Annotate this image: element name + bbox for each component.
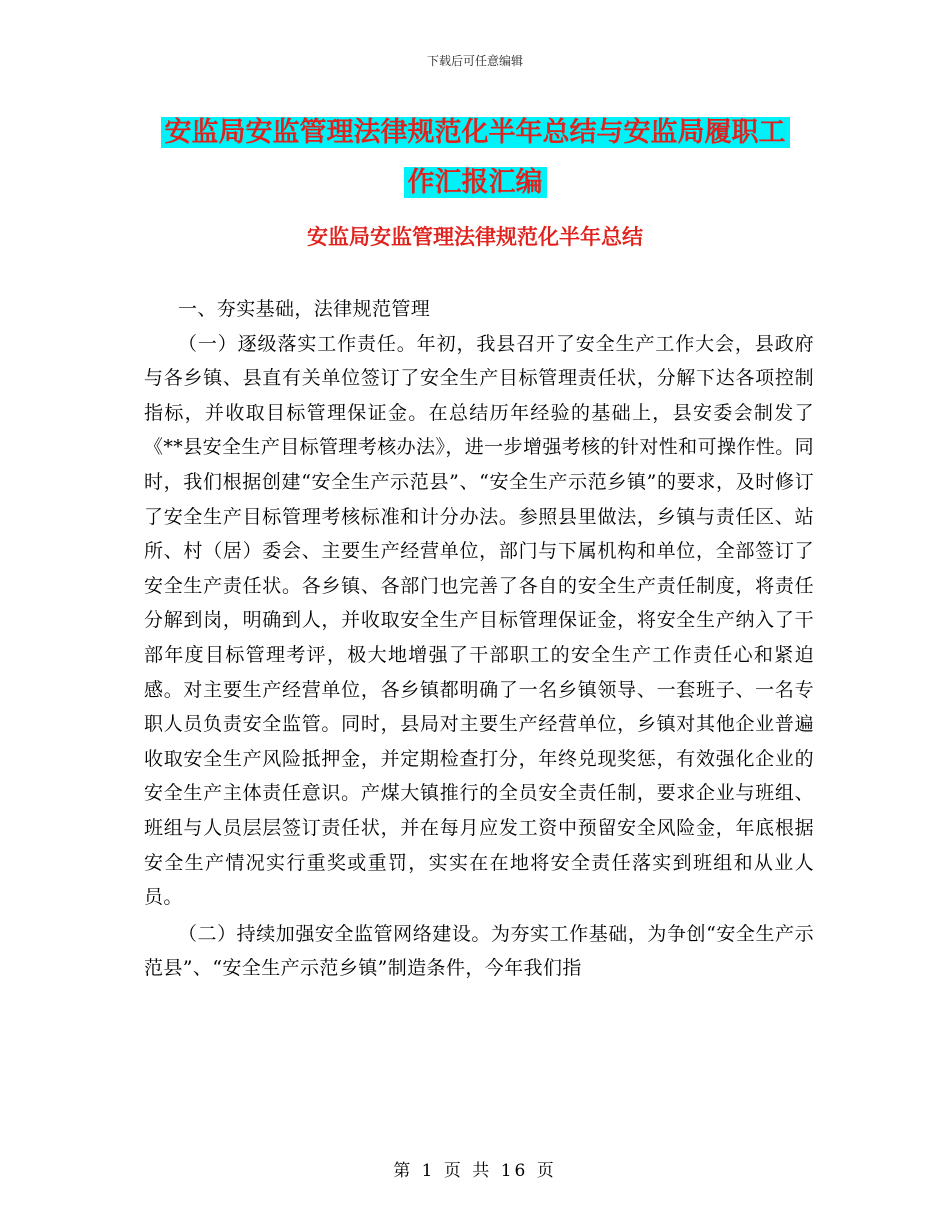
- header-note: 下载后可任意编辑: [426, 54, 523, 68]
- document-body: [144, 292, 814, 986]
- section-subtitle: 安监局安监管理法律规范化半年总结: [307, 224, 643, 249]
- paragraph-1: （一）逐级落实工作责任。年初，我县召开了安全生产工作大会，县政府与各乡镇、县直有关单位签订了安全生产目标管理责任状，分解下达各项控制指标，并收取目标管理保证金。在总结历年经验的基础上，县安委会制发了《**县安全生产目标管理考核办法》，进一步增强考核的针对性和可操作性。同时，我们根据创建“安全生产示范县”、“安全生产示范乡镇”的要求，及时修订了安全生产目标管理考核标准和计分办法。参照县里做法，乡镇与责任区、站所、村（居）委会、主要生产经营单位，部门与下属机构和单位，全部签订了安全生产责任状。各乡镇、各部门也完善了各自的安全生产责任制度，将责任分解到岗，明确到人，并收取安全生产目标管理保证金，将安全生产纳入了干部年度目标管理考评，极大地增强了干部职工的安全生产工作责任心和紧迫感。对主要生产经营单位，各乡镇都明确了一名乡镇领导、一套班子、一名专职人员负责安全监管。同时，县局对主要生产经营单位，乡镇对其他企业普遍收取安全生产风险抵押金，并定期检查打分，年终兑现奖惩，有效强化企业的安全生产主体责任意识。产煤大镇推行的全员安全责任制，要求企业与班组、班组与人员层层签订责任状，并在每月应发工资中预留安全风险金，年底根据安全生产情况实行重奖或重罚，实实在在地将安全责任落实到班组和从业人员。: [144, 332, 814, 909]
- document-title: [140, 108, 810, 208]
- title-line-1: 安监局安监管理法律规范化半年总结与安监局履职工: [161, 117, 790, 148]
- title-line-2: 作汇报汇编: [404, 167, 547, 198]
- paragraph-2: （二）持续加强安全监管网络建设。为夯实工作基础，为争创“安全生产示范县”、“安全生产示范乡镇”制造条件，今年我们指: [144, 922, 814, 980]
- page-footer: 第 1 页 共 16 页: [393, 1161, 557, 1181]
- section-heading: 一、夯实基础，法律规范管理: [178, 298, 431, 320]
